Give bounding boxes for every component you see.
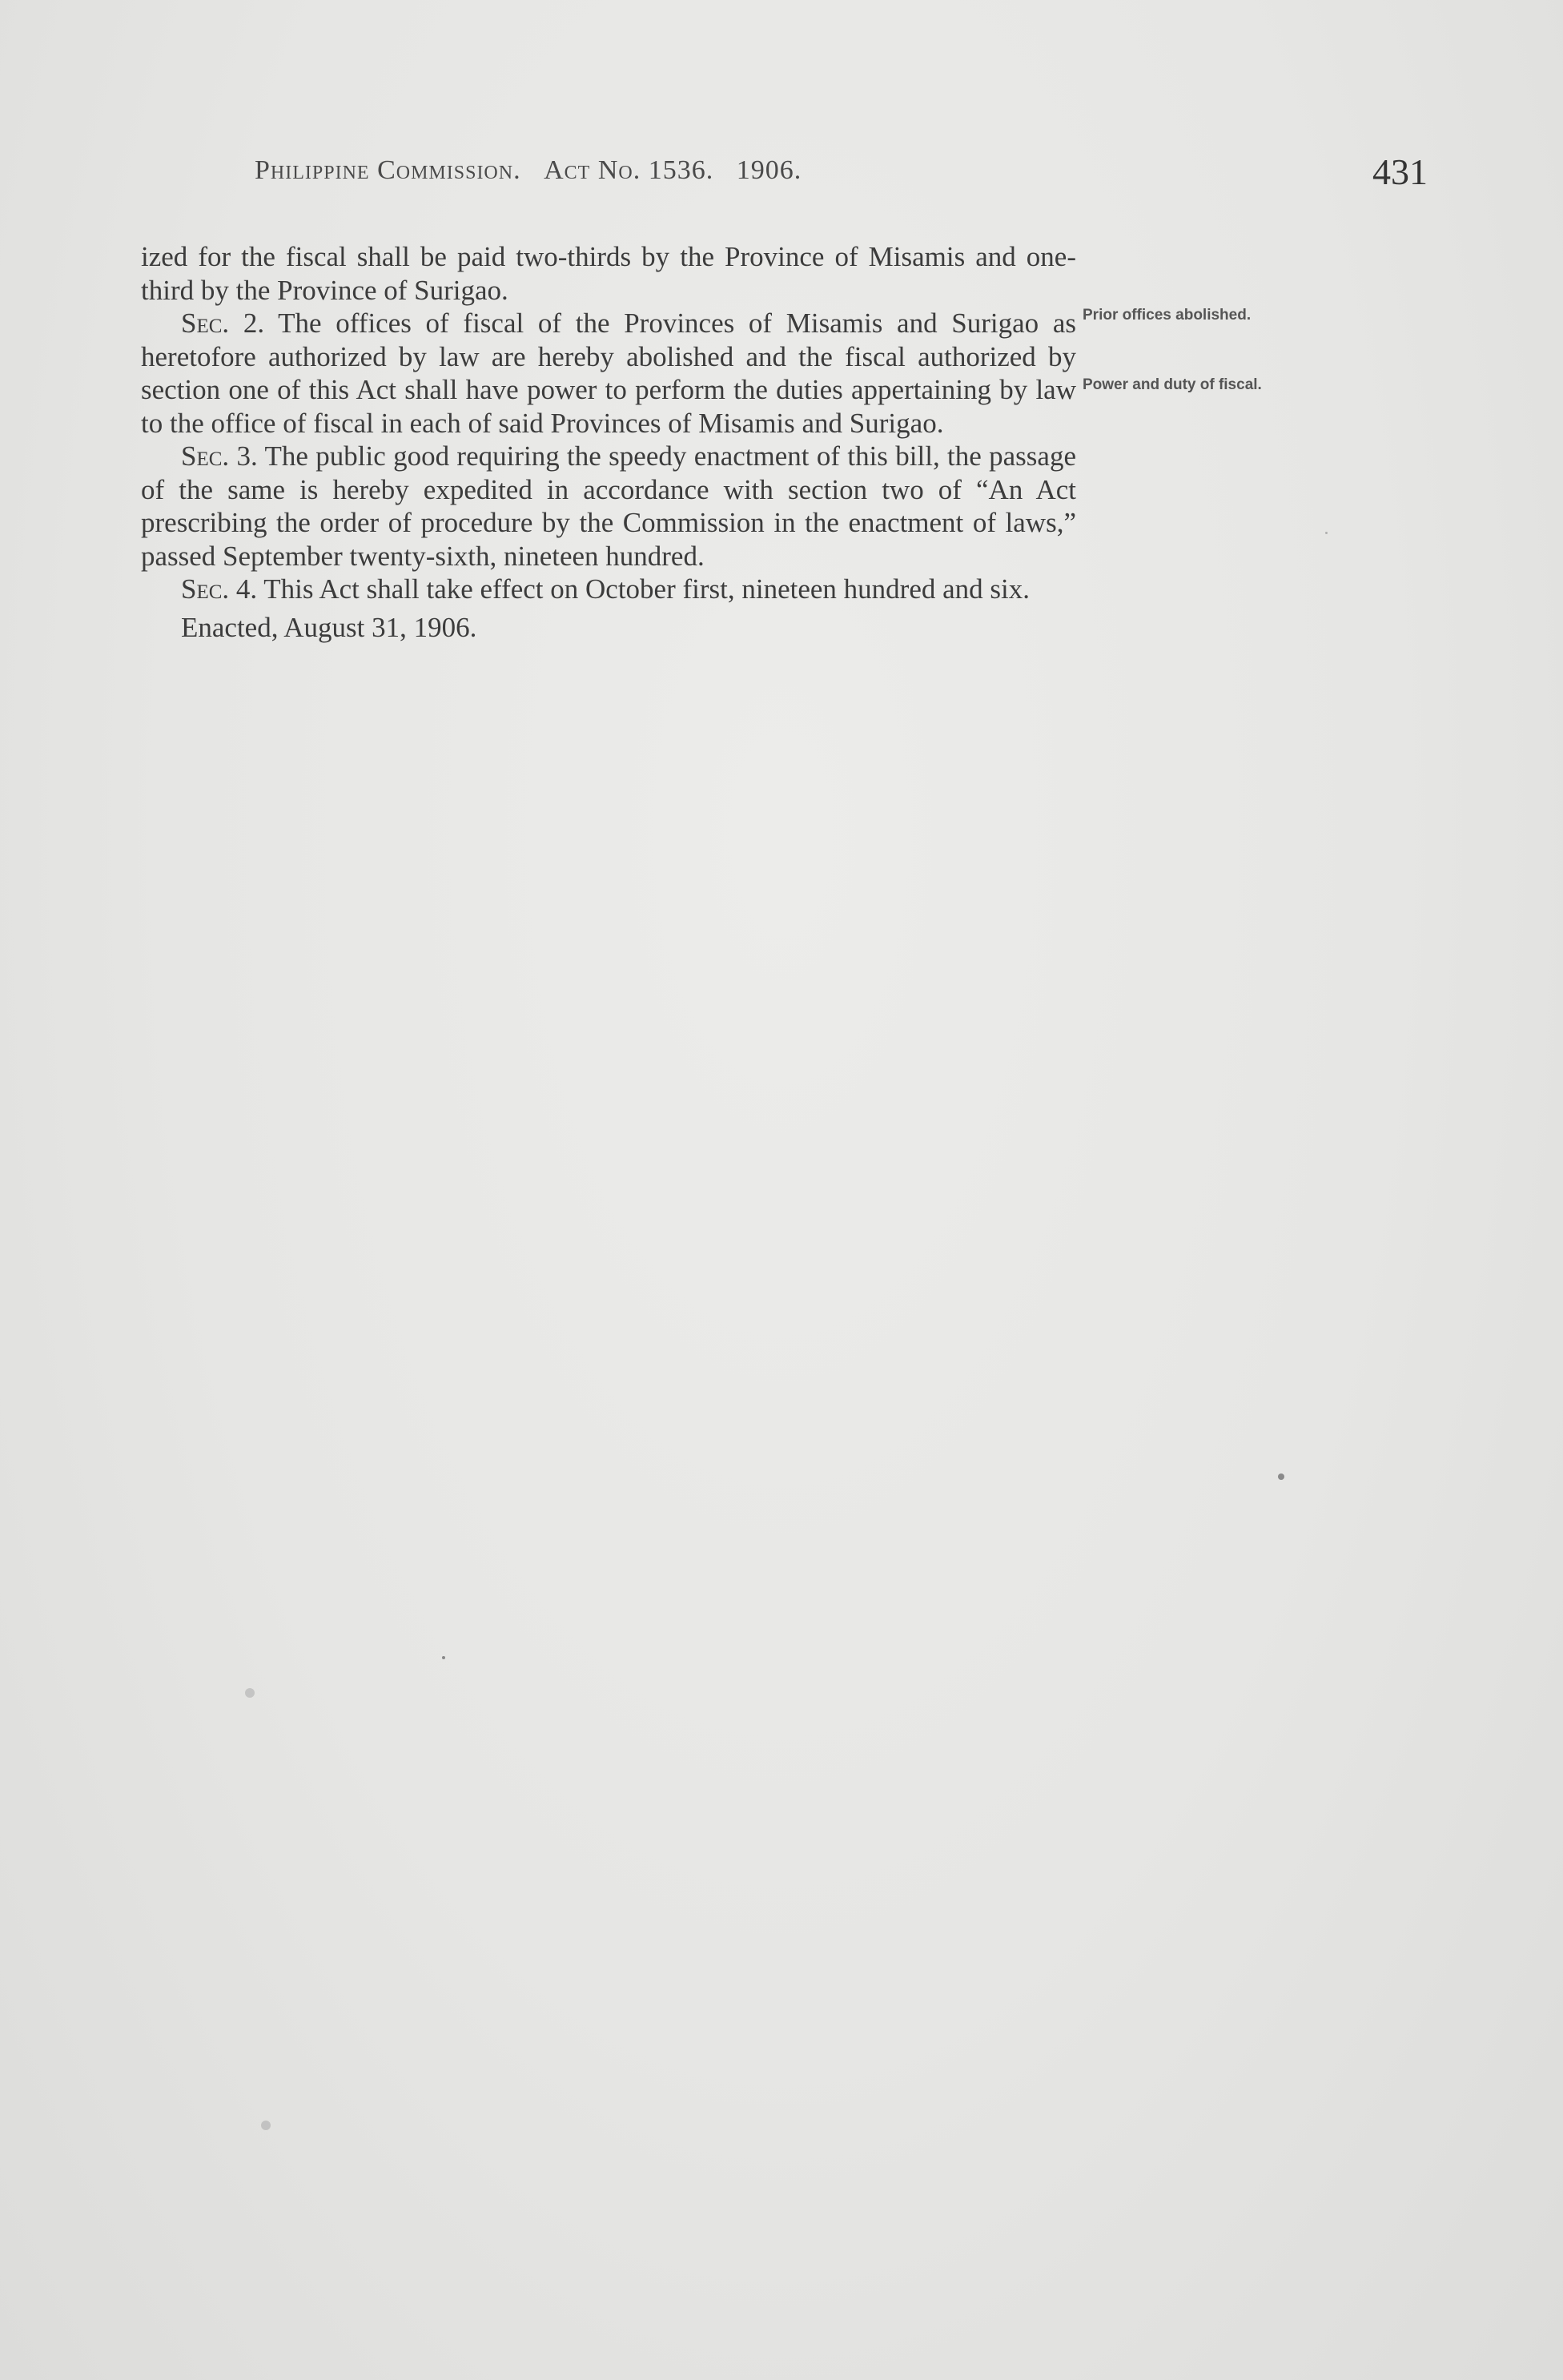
running-title-commission: Philippine Commission.	[255, 155, 521, 185]
act-body	[141, 240, 1076, 644]
running-title-year: 1906.	[736, 155, 802, 185]
section-3-text: The public good requiring the speedy enactment of this bill, the passage of the same is hereby expedited in accordance with section two of “An Act prescribing the order of procedure by the Commission in the enactment of laws,” passed September twenty-sixth, nineteen hundred.	[141, 440, 1076, 572]
page-number: 431	[1372, 151, 1428, 192]
margin-note-prior-offices: Prior offices abolished.	[1083, 307, 1252, 324]
section-3-paragraph	[141, 440, 1076, 573]
ink-speck	[261, 2121, 271, 2130]
section-3-label: Sec. 3.	[181, 440, 258, 472]
ink-speck	[245, 1688, 255, 1698]
section-4-label: Sec. 4.	[181, 573, 258, 605]
continued-paragraph: ized for the fiscal shall be paid two-thirds by the Province of Misamis and one-third by the Province of Surigao.	[141, 241, 1076, 306]
ink-speck	[1278, 1473, 1284, 1480]
section-2-label: Sec. 2.	[181, 308, 265, 339]
running-header	[255, 155, 802, 186]
section-4-paragraph	[141, 573, 1076, 606]
enactment-date: Enacted, August 31, 1906.	[181, 611, 477, 643]
margin-note-power-duty: Power and duty of fiscal.	[1083, 376, 1262, 393]
running-title-act: Act No. 1536.	[544, 155, 714, 185]
section-4-text: This Act shall take effect on October first, nineteen hundred and six.	[257, 573, 1030, 605]
section-2-paragraph	[141, 307, 1076, 440]
ink-speck	[1325, 532, 1328, 534]
section-2-text: The offices of fiscal of the Provinces of Misamis and Surigao as heretofore authorized by law are hereby abolished and the fiscal authorized by section one of this Act shall have power to perform the duties appertaining by law to the office of fiscal in each of said Provinces of Misamis and Surigao.	[141, 308, 1076, 439]
ink-speck	[442, 1656, 445, 1659]
